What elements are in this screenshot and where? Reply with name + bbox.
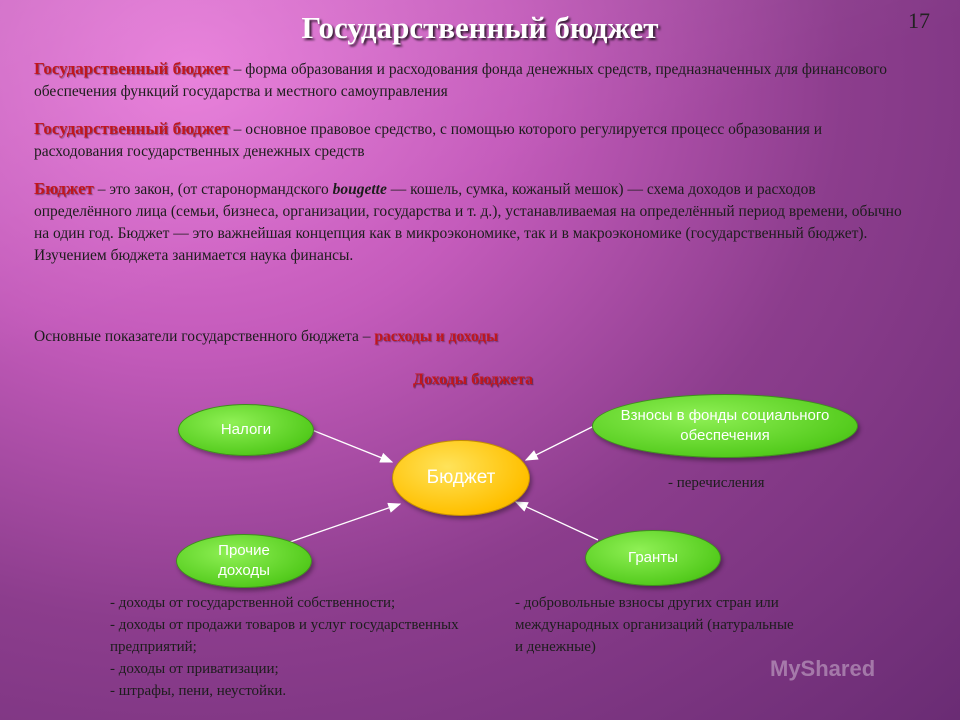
slide-title: Государственный бюджет — [301, 10, 659, 45]
watermark-logo: MyShared — [770, 656, 876, 681]
grants-note: - добровольные взносы других стран или международных организаций (натуральные и денежные) — [515, 595, 794, 655]
definition-text: – форма образования и расходования фонда денежных средств, предназначенных для финансового обеспечения функций государства и местного самоуправления — [34, 61, 887, 100]
page-number: 17 — [908, 8, 930, 33]
list-item: - штрафы, пени, неустойки. — [110, 683, 287, 699]
arrow-social — [526, 424, 598, 460]
node-other-label-1: Прочие — [218, 542, 270, 559]
definition-term: Государственный бюджет — [34, 59, 230, 78]
list-item: - доходы от государственной собственности; — [110, 595, 396, 611]
diagram-title: Доходы бюджета — [412, 371, 534, 388]
definition-text-before: – это закон, (от старонормандского — [93, 181, 333, 198]
definition-text-after: — кошель, сумка, кожаный мешок) — схема доходов и расходов определённого лица (семьи, бизнеса, организации, государства и т. д.), устанавливаемая на определённый период времени, обычно на один год. Бюджет — это важнейшая концепция как в микроэкономике, так и в макроэкономике (государственный бюджет). Изучением бюджета занимается наука финансы. — [34, 181, 902, 264]
node-grants — [585, 530, 721, 586]
node-other-label-2: доходы — [218, 562, 270, 579]
node-budget-center — [392, 440, 530, 516]
indicators-text: Основные показатели государственного бюджета – — [34, 328, 375, 345]
node-taxes — [178, 404, 314, 456]
list-item: - доходы от приватизации; — [110, 661, 279, 677]
other-income-list — [110, 592, 500, 702]
node-grants-label: Гранты — [628, 549, 678, 566]
node-taxes-label: Налоги — [220, 421, 272, 438]
node-social-insurance — [592, 394, 858, 458]
arrow-other — [290, 504, 400, 542]
arrow-grants — [516, 502, 598, 540]
transfers-note: - перечисления — [668, 475, 765, 491]
indicators-highlight: расходы и доходы — [374, 328, 499, 345]
arrow-taxes — [312, 430, 392, 462]
node-social-label: Взносы в фонды социального обеспечения — [620, 407, 830, 444]
definition-term: Государственный бюджет — [34, 119, 230, 138]
definition-term: Бюджет — [34, 179, 94, 198]
node-budget-label: Бюджет — [426, 467, 496, 488]
definition-text: – основное правовое средство, с помощью которого регулируется процесс образования и расходования государственных денежных средств — [34, 121, 823, 160]
list-item: - доходы от продажи товаров и услуг государственных предприятий; — [110, 617, 459, 655]
node-other-income — [176, 534, 312, 588]
definition-italic-word: bougette — [332, 181, 387, 198]
